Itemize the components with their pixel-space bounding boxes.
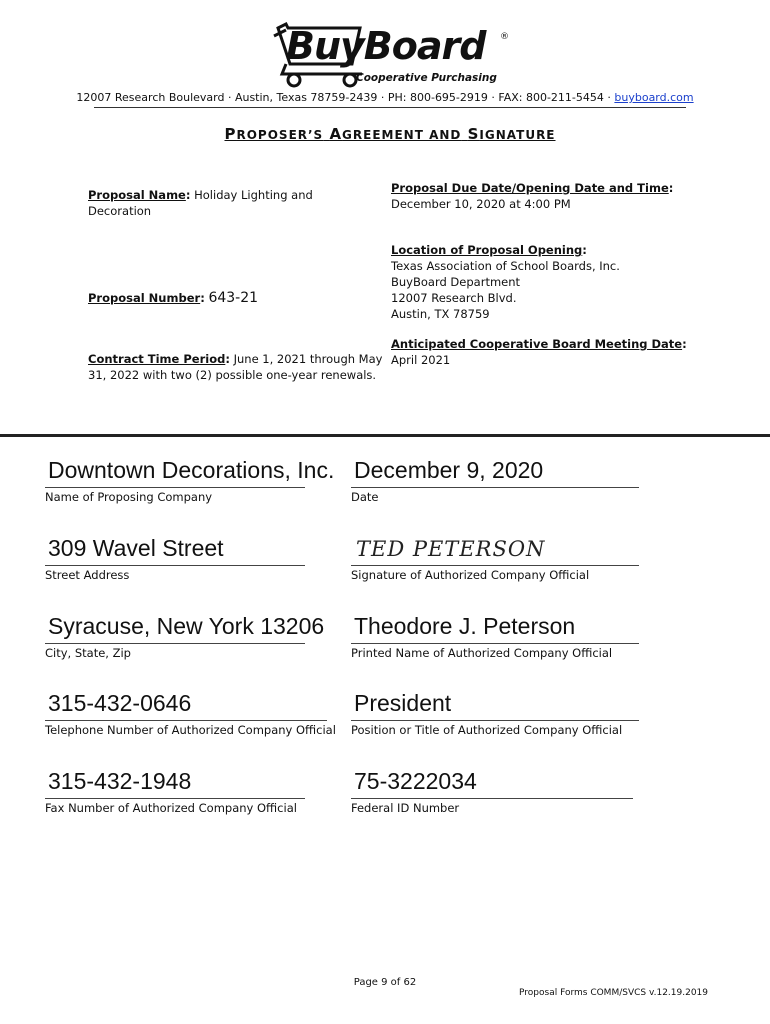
address-text: 12007 Research Boulevard · Austin, Texas 78759-2439 · PH: 800-695-2919 · FAX: 800-211-5454 · (76, 91, 611, 104)
company-name-caption: Name of Proposing Company (45, 490, 213, 504)
printed-name-caption: Printed Name of Authorized Company Official (351, 646, 613, 660)
date-field[interactable]: December 9, 2020 (354, 457, 544, 483)
proposal-name: Proposal Name: Holiday Lighting and Decoration (88, 188, 313, 218)
fax-field[interactable]: 315-432-1948 (48, 768, 192, 794)
field-underline (351, 720, 639, 721)
proposal-number-label: Proposal Number (88, 291, 201, 305)
signature-field[interactable]: TED PETERSON (356, 537, 546, 561)
meeting-date-label: Anticipated Cooperative Board Meeting Date (391, 337, 683, 351)
location-line: 12007 Research Blvd. (391, 291, 517, 305)
printed-name-field[interactable]: Theodore J. Peterson (354, 613, 576, 639)
proposal-name-value: Holiday Lighting and Decoration (88, 188, 313, 218)
proposal-number-value: 643-21 (208, 290, 259, 306)
proposal-name-label: Proposal Name (88, 188, 186, 202)
due-date-value: December 10, 2020 at 4:00 PM (391, 197, 571, 211)
fax-caption: Fax Number of Authorized Company Official (45, 801, 297, 815)
title-initial: A (329, 125, 343, 143)
website-link[interactable]: buyboard.com (614, 91, 694, 104)
field-underline (351, 487, 639, 488)
position-caption: Position or Title of Authorized Company Official (351, 723, 623, 737)
signature-caption: Signature of Authorized Company Official (351, 568, 590, 582)
telephone-caption: Telephone Number of Authorized Company Official (45, 723, 336, 737)
federal-id-caption: Federal ID Number (351, 801, 460, 815)
due-date: Proposal Due Date/Opening Date and Time: December 10, 2020 at 4:00 PM (391, 181, 674, 211)
proposal-number: Proposal Number: 643-21 (88, 290, 259, 306)
contract-period-value: June 1, 2021 through May (233, 352, 383, 366)
telephone-field[interactable]: 315-432-0646 (48, 690, 192, 716)
due-date-label: Proposal Due Date/Opening Date and Time (391, 181, 669, 195)
company-name-field[interactable]: Downtown Decorations, Inc. (48, 457, 335, 483)
title-initial: S (467, 125, 480, 143)
logo-wordmark: BuyBoard (286, 24, 486, 68)
title-word: IGNATURE (479, 128, 556, 142)
field-underline (45, 565, 305, 566)
field-underline (45, 720, 327, 721)
position-field[interactable]: President (354, 690, 452, 716)
location-line: Texas Association of School Boards, Inc. (391, 259, 620, 273)
opening-location: Location of Proposal Opening: Texas Association of School Boards, Inc. BuyBoard Department 12007 Research Blvd. Austin, TX 78759 (391, 243, 620, 321)
date-caption: Date (351, 490, 379, 504)
contract-period-value-cont: 31, 2022 with two (2) possible one-year renewals. (88, 368, 377, 382)
page-title (0, 125, 770, 143)
section-divider (0, 434, 770, 437)
board-meeting-date: Anticipated Cooperative Board Meeting Date: April 2021 (391, 337, 687, 367)
field-underline (45, 643, 305, 644)
location-line: Austin, TX 78759 (391, 307, 490, 321)
street-address-caption: Street Address (45, 568, 130, 582)
city-state-zip-caption: City, State, Zip (45, 646, 131, 660)
field-underline (351, 565, 639, 566)
form-version: Proposal Forms COMM/SVCS v.12.19.2019 (519, 988, 708, 998)
field-underline (351, 643, 639, 644)
buyboard-logo (272, 20, 512, 90)
field-underline (45, 798, 305, 799)
federal-id-field[interactable]: 75-3222034 (354, 768, 477, 794)
location-label: Location of Proposal Opening (391, 243, 583, 257)
field-underline (45, 487, 305, 488)
title-initial: P (224, 125, 237, 143)
title-word: ROPOSER’S (236, 128, 324, 142)
street-address-field[interactable]: 309 Wavel Street (48, 535, 224, 561)
field-underline (351, 798, 633, 799)
title-word: GREEMENT AND (342, 128, 462, 142)
registered-mark-icon: ® (500, 32, 509, 42)
city-state-zip-field[interactable]: Syracuse, New York 13206 (48, 613, 325, 639)
contract-period: Contract Time Period: June 1, 2021 through May 31, 2022 with two (2) possible one-year renewals. (88, 352, 383, 382)
page-number: Page 9 of 62 (353, 977, 417, 988)
address-line (0, 91, 770, 104)
logo-subtitle: Cooperative Purchasing (356, 72, 497, 84)
meeting-date-value: April 2021 (391, 353, 451, 367)
contract-period-label: Contract Time Period (88, 352, 226, 366)
header-divider (94, 107, 686, 108)
location-line: BuyBoard Department (391, 275, 521, 289)
